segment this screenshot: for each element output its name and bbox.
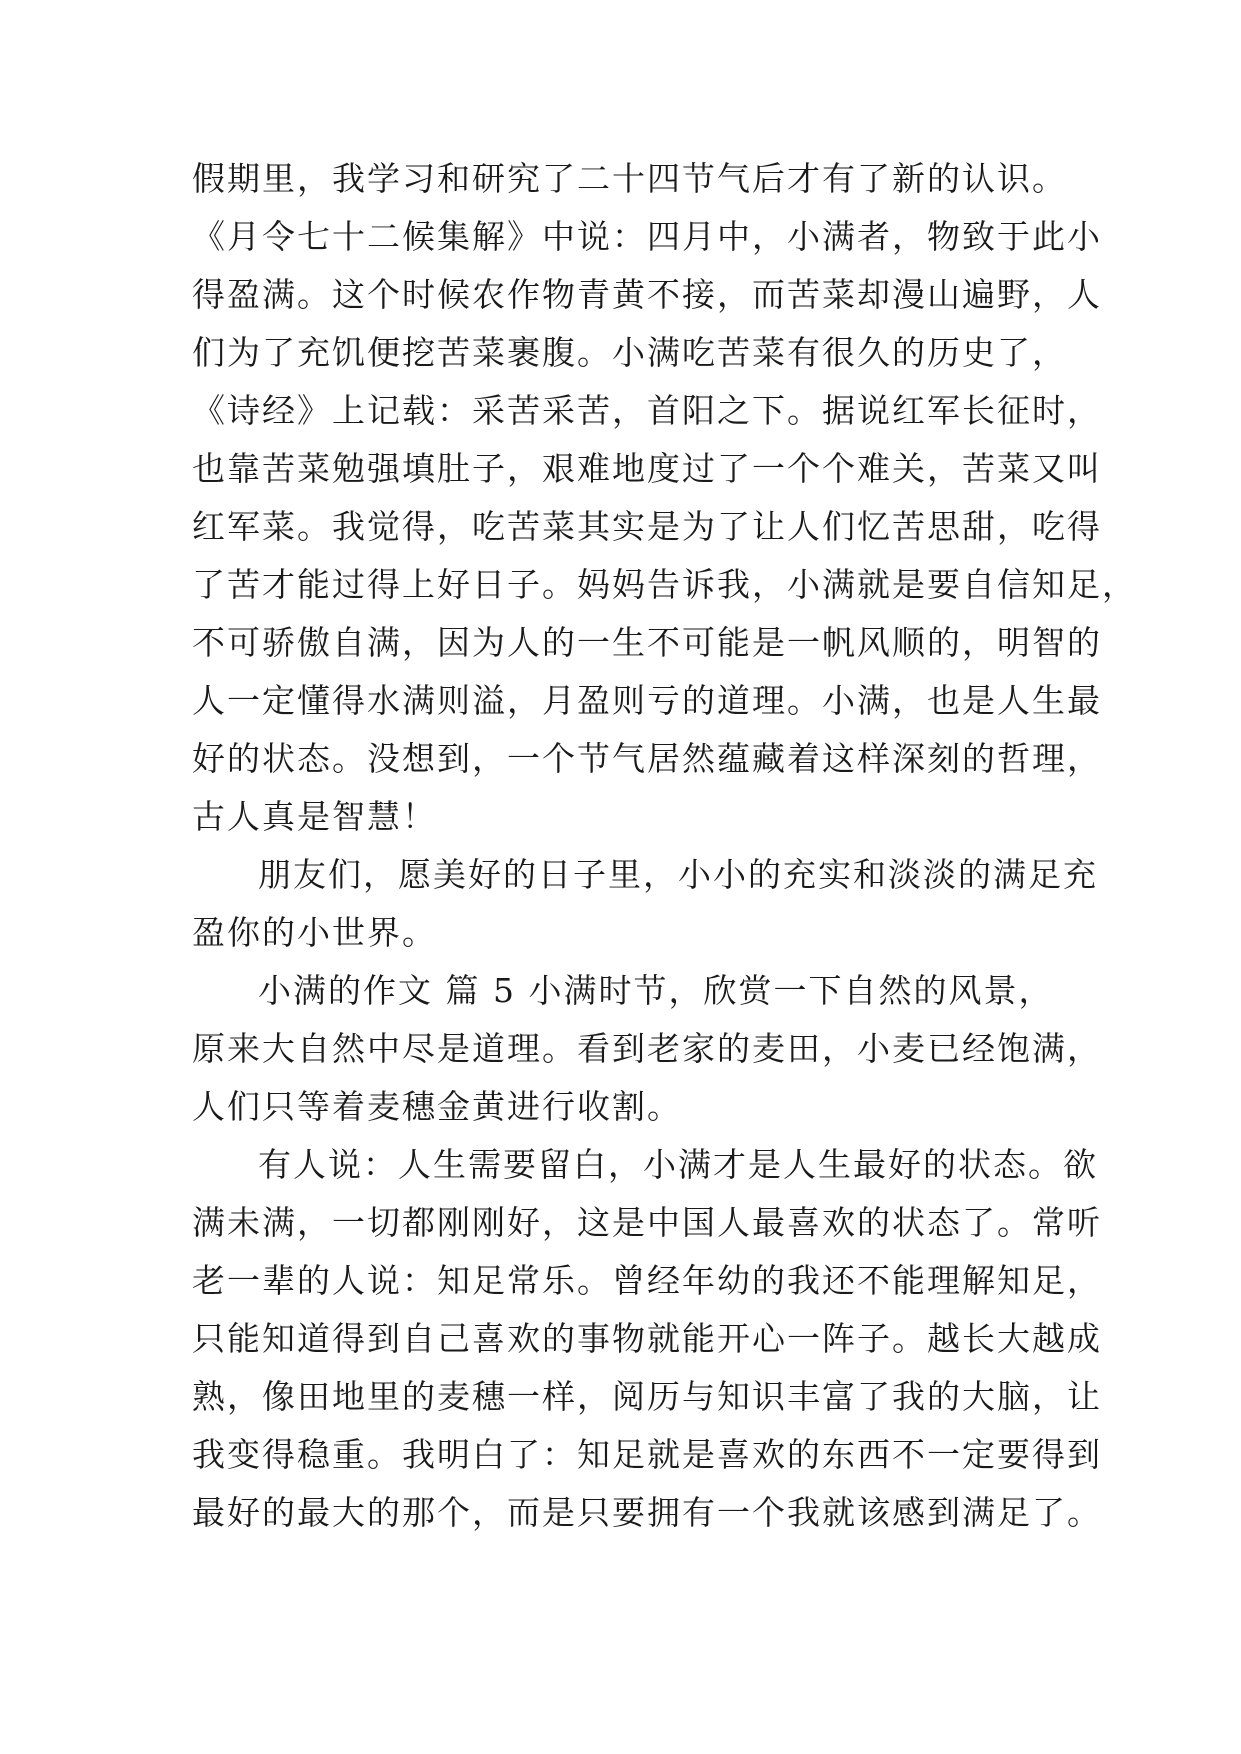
text-line: 满未满，一切都刚刚好，这是中国人最喜欢的状态了。常听 xyxy=(192,1203,1102,1242)
text-line: 我变得稳重。我明白了：知足就是喜欢的东西不一定要得到 xyxy=(192,1435,1102,1474)
paragraph-first-line: 朋友们，愿美好的日子里，小小的充实和淡淡的满足充 xyxy=(258,855,1098,894)
text-line: 假期里，我学习和研究了二十四节气后才有了新的认识。 xyxy=(192,159,1067,198)
paragraph-first-line: 小满的作文 篇 5 小满时节，欣赏一下自然的风景， xyxy=(258,971,1054,1010)
text-line: 盈你的小世界。 xyxy=(192,913,437,952)
text-line: 得盈满。这个时候农作物青黄不接，而苦菜却漫山遍野，人 xyxy=(192,275,1102,314)
text-line: 最好的最大的那个，而是只要拥有一个我就该感到满足了。 xyxy=(192,1493,1102,1532)
text-line: 原来大自然中尽是道理。看到老家的麦田，小麦已经饱满， xyxy=(192,1029,1102,1068)
body-text xyxy=(192,150,1137,1542)
text-line: 好的状态。没想到，一个节气居然蕴藏着这样深刻的哲理， xyxy=(192,739,1102,778)
text-line: 老一辈的人说：知足常乐。曾经年幼的我还不能理解知足， xyxy=(192,1261,1102,1300)
text-line: 只能知道得到自己喜欢的事物就能开心一阵子。越长大越成 xyxy=(192,1319,1102,1358)
text-line: 人们只等着麦穗金黄进行收割。 xyxy=(192,1087,682,1126)
text-line: 《月令七十二候集解》中说：四月中，小满者，物致于此小 xyxy=(192,217,1102,256)
text-line: 古人真是智慧！ xyxy=(192,797,437,836)
text-line: 熟，像田地里的麦穗一样，阅历与知识丰富了我的大脑，让 xyxy=(192,1377,1102,1416)
text-line: 了苦才能过得上好日子。妈妈告诉我，小满就是要自信知足， xyxy=(192,565,1137,604)
text-line: 《诗经》上记载：采苦采苦，首阳之下。据说红军长征时， xyxy=(192,391,1102,430)
text-line: 红军菜。我觉得，吃苦菜其实是为了让人们忆苦思甜，吃得 xyxy=(192,507,1102,546)
paragraph-first-line: 有人说：人生需要留白，小满才是人生最好的状态。欲 xyxy=(258,1145,1098,1184)
text-line: 们为了充饥便挖苦菜裹腹。小满吃苦菜有很久的历史了， xyxy=(192,333,1067,372)
text-line: 不可骄傲自满，因为人的一生不可能是一帆风顺的，明智的 xyxy=(192,623,1102,662)
text-line: 也靠苦菜勉强填肚子，艰难地度过了一个个难关，苦菜又叫 xyxy=(192,449,1102,488)
text-line: 人一定懂得水满则溢，月盈则亏的道理。小满，也是人生最 xyxy=(192,681,1102,720)
